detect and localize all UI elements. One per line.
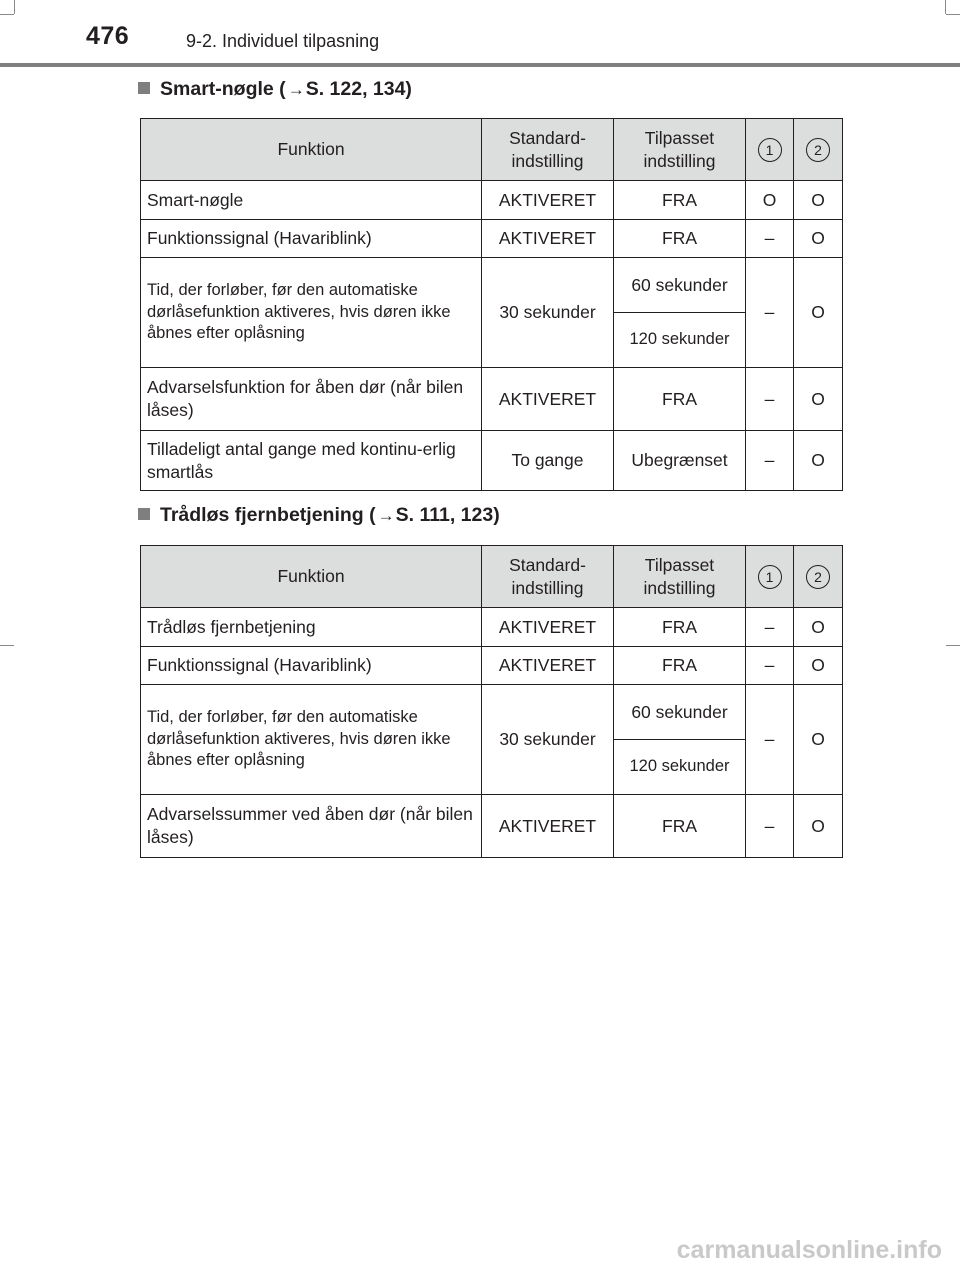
cell-method-1: – xyxy=(746,685,794,795)
cell-method-1: – xyxy=(746,431,794,491)
table-row xyxy=(141,431,843,491)
col-default: Standard- indstilling xyxy=(482,546,614,608)
cell-method-2: O xyxy=(794,685,843,795)
cell-default: AKTIVERET xyxy=(482,608,614,647)
col-custom: Tilpasset indstilling xyxy=(614,119,746,181)
cell-method-2: O xyxy=(794,181,843,220)
watermark: carmanualsonline.info xyxy=(676,1236,942,1264)
remote-table xyxy=(140,545,843,858)
cell-default: 30 sekunder xyxy=(482,685,614,795)
cell-custom: FRA xyxy=(614,608,746,647)
cell-function: Funktionssignal (Havariblink) xyxy=(141,220,482,258)
cell-custom: FRA xyxy=(614,220,746,258)
cell-method-1: – xyxy=(746,258,794,368)
cell-method-2: O xyxy=(794,431,843,491)
crop-mark xyxy=(0,645,14,646)
cell-default: AKTIVERET xyxy=(482,368,614,431)
cell-default: AKTIVERET xyxy=(482,795,614,858)
circled-2-icon: 2 xyxy=(806,565,830,589)
cell-method-1: – xyxy=(746,220,794,258)
cell-custom: FRA xyxy=(614,368,746,431)
col-custom: Tilpasset indstilling xyxy=(614,546,746,608)
cell-method-2: O xyxy=(794,647,843,685)
cell-function: Tilladeligt antal gange med kontinu-erlig smartlås xyxy=(141,431,482,491)
smartkey-title: Smart-nøgle ( xyxy=(160,78,286,100)
cell-method-2: O xyxy=(794,608,843,647)
cell-method-1: – xyxy=(746,608,794,647)
bullet-square-icon xyxy=(138,508,150,520)
table-row xyxy=(141,795,843,858)
cell-method-1: – xyxy=(746,795,794,858)
cell-function: Funktionssignal (Havariblink) xyxy=(141,647,482,685)
cell-custom: Ubegrænset xyxy=(614,431,746,491)
table-header-row xyxy=(141,119,843,181)
smartkey-ref: S. 122, 134) xyxy=(305,78,412,100)
smartkey-heading xyxy=(138,78,412,101)
remote-ref: S. 111, 123) xyxy=(395,504,500,526)
table-row xyxy=(141,368,843,431)
cell-default: 30 sekunder xyxy=(482,258,614,368)
circled-1-icon: 1 xyxy=(758,565,782,589)
col-function: Funktion xyxy=(141,119,482,181)
table-row xyxy=(141,181,843,220)
circled-1-icon: 1 xyxy=(758,138,782,162)
arrow-icon: → xyxy=(377,506,395,525)
smartkey-table xyxy=(140,118,843,491)
circled-2-icon: 2 xyxy=(806,138,830,162)
cell-method-1: – xyxy=(746,647,794,685)
section-title: 9-2. Individuel tilpasning xyxy=(186,31,380,51)
cell-default: To gange xyxy=(482,431,614,491)
cell-function: Tid, der forløber, før den automatiske dørlåsefunktion aktiveres, hvis døren ikke åbnes efter oplåsning xyxy=(141,258,482,368)
cell-function: Smart-nøgle xyxy=(141,181,482,220)
table-header-row xyxy=(141,546,843,608)
cell-function: Advarselssummer ved åben dør (når bilen låses) xyxy=(141,795,482,858)
cell-custom: FRA xyxy=(614,647,746,685)
cell-method-2: O xyxy=(794,368,843,431)
cell-custom: 60 sekunder xyxy=(614,258,746,313)
col-default: Standard- indstilling xyxy=(482,119,614,181)
cell-method-2: O xyxy=(794,220,843,258)
cell-function: Advarselsfunktion for åben dør (når bilen låses) xyxy=(141,368,482,431)
cell-function: Trådløs fjernbetjening xyxy=(141,608,482,647)
col-method-1 xyxy=(746,119,794,181)
cell-default: AKTIVERET xyxy=(482,181,614,220)
cell-method-2: O xyxy=(794,258,843,368)
table-row xyxy=(141,647,843,685)
page-header xyxy=(0,0,960,68)
col-function: Funktion xyxy=(141,546,482,608)
col-method-2 xyxy=(794,119,843,181)
remote-title: Trådløs fjernbetjening ( xyxy=(160,504,376,526)
table-row xyxy=(141,608,843,647)
cell-default: AKTIVERET xyxy=(482,647,614,685)
bullet-square-icon xyxy=(138,82,150,94)
cell-default: AKTIVERET xyxy=(482,220,614,258)
cell-method-2: O xyxy=(794,795,843,858)
cell-function: Tid, der forløber, før den automatiske dørlåsefunktion aktiveres, hvis døren ikke åbnes efter oplåsning xyxy=(141,685,482,795)
cell-custom: 120 sekunder xyxy=(614,740,746,795)
page-number: 476 xyxy=(86,22,130,50)
col-method-1 xyxy=(746,546,794,608)
table-row xyxy=(141,685,843,740)
cell-method-1: – xyxy=(746,368,794,431)
remote-heading xyxy=(138,504,500,527)
cell-custom: 120 sekunder xyxy=(614,313,746,368)
table-row xyxy=(141,220,843,258)
header-rule xyxy=(0,63,960,67)
table-row xyxy=(141,258,843,313)
cell-custom: FRA xyxy=(614,181,746,220)
arrow-icon: → xyxy=(287,80,305,99)
crop-mark xyxy=(946,645,960,646)
cell-method-1: O xyxy=(746,181,794,220)
col-method-2 xyxy=(794,546,843,608)
cell-custom: 60 sekunder xyxy=(614,685,746,740)
cell-custom: FRA xyxy=(614,795,746,858)
